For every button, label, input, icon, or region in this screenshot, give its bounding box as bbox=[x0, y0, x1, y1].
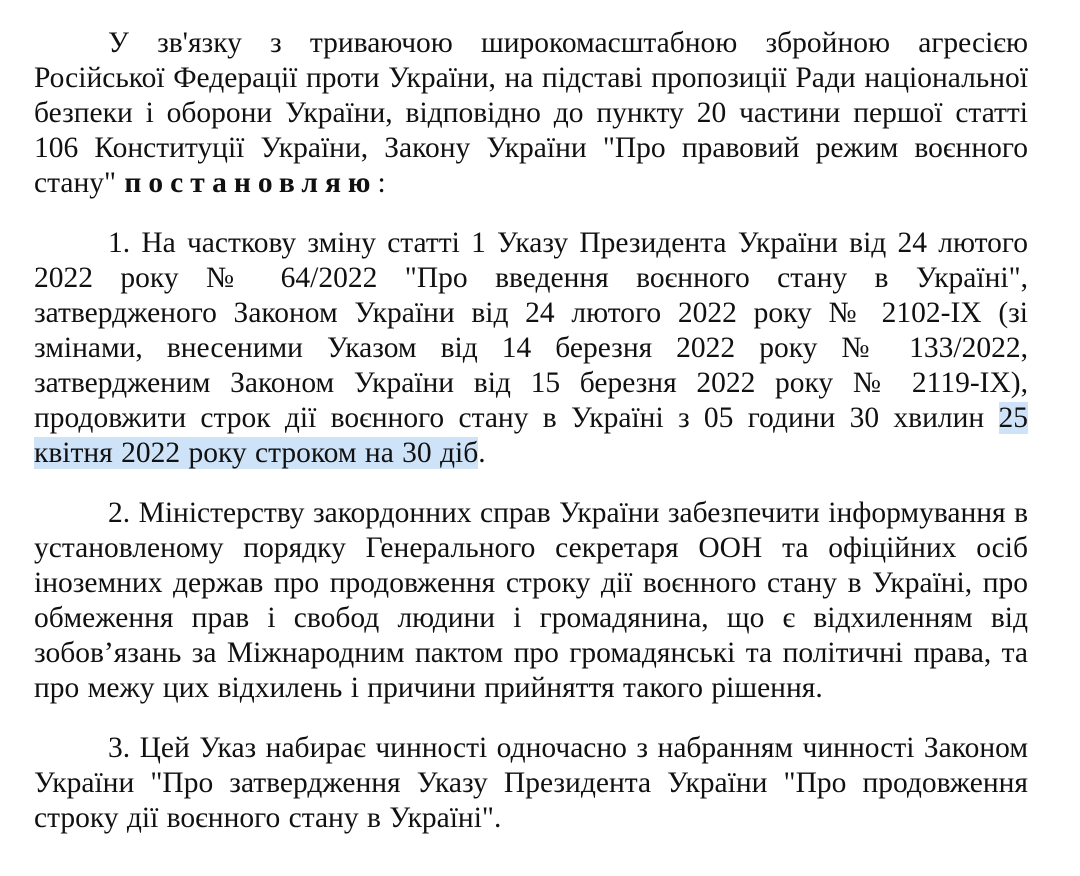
decree-word: постановляю bbox=[124, 167, 378, 199]
item-2-text: 2. Міністерству закордонних справ України забезпечити інформування в установленому порядку Генерального секретаря ООН та офіційних осіб іноземних держав про продовження строку дії воєнного стану в Україні, про обмеження прав і свобод людини і громадянина, що є відхиленням від зобов’язань за Міжнародним пактом про громадянські та політичні права, та про межу цих відхилень і причини прийняття такого рішення. bbox=[34, 497, 1028, 704]
preamble-paragraph bbox=[34, 26, 1028, 201]
document-page bbox=[34, 26, 1028, 836]
item-1-text: 1. На часткову зміну статті 1 Указу Президента України від 24 лютого 2022 року № 64/2022 "Про введення воєнного стану в Україні", затвердженого Законом України від 24 лютого 2022 року № 2102-IX (зі змінами, внесеними Указом від 14 березня 2022 року № 133/2022, затвердженим Законом України від 15 березня 2022 року № 2119-IX), продовжити строк дії воєнного стану в Україні з 05 години 30 хвилин bbox=[34, 227, 1028, 434]
item-3-text: 3. Цей Указ набирає чинності одночасно з набранням чинності Законом України "Про затвердження Указу Президента України "Про продовження строку дії воєнного стану в Україні". bbox=[34, 732, 1028, 834]
item-1-suffix: . bbox=[478, 437, 486, 469]
selected-text-highlight[interactable]: 25 квітня 2022 року строком на 30 діб bbox=[34, 402, 1029, 469]
item-3-paragraph bbox=[34, 731, 1028, 836]
item-1-paragraph bbox=[34, 226, 1028, 471]
item-2-paragraph bbox=[34, 496, 1028, 706]
preamble-text: У зв'язку з триваючою широкомасштабною збройною агресією Російської Федерації проти України, на підставі пропозиції Ради національної безпеки і оборони України, відповідно до пункту 20 частини першої статті 106 Конституції України, Закону України "Про правовий режим воєнного стану" bbox=[34, 27, 1028, 199]
preamble-suffix: : bbox=[377, 167, 386, 199]
